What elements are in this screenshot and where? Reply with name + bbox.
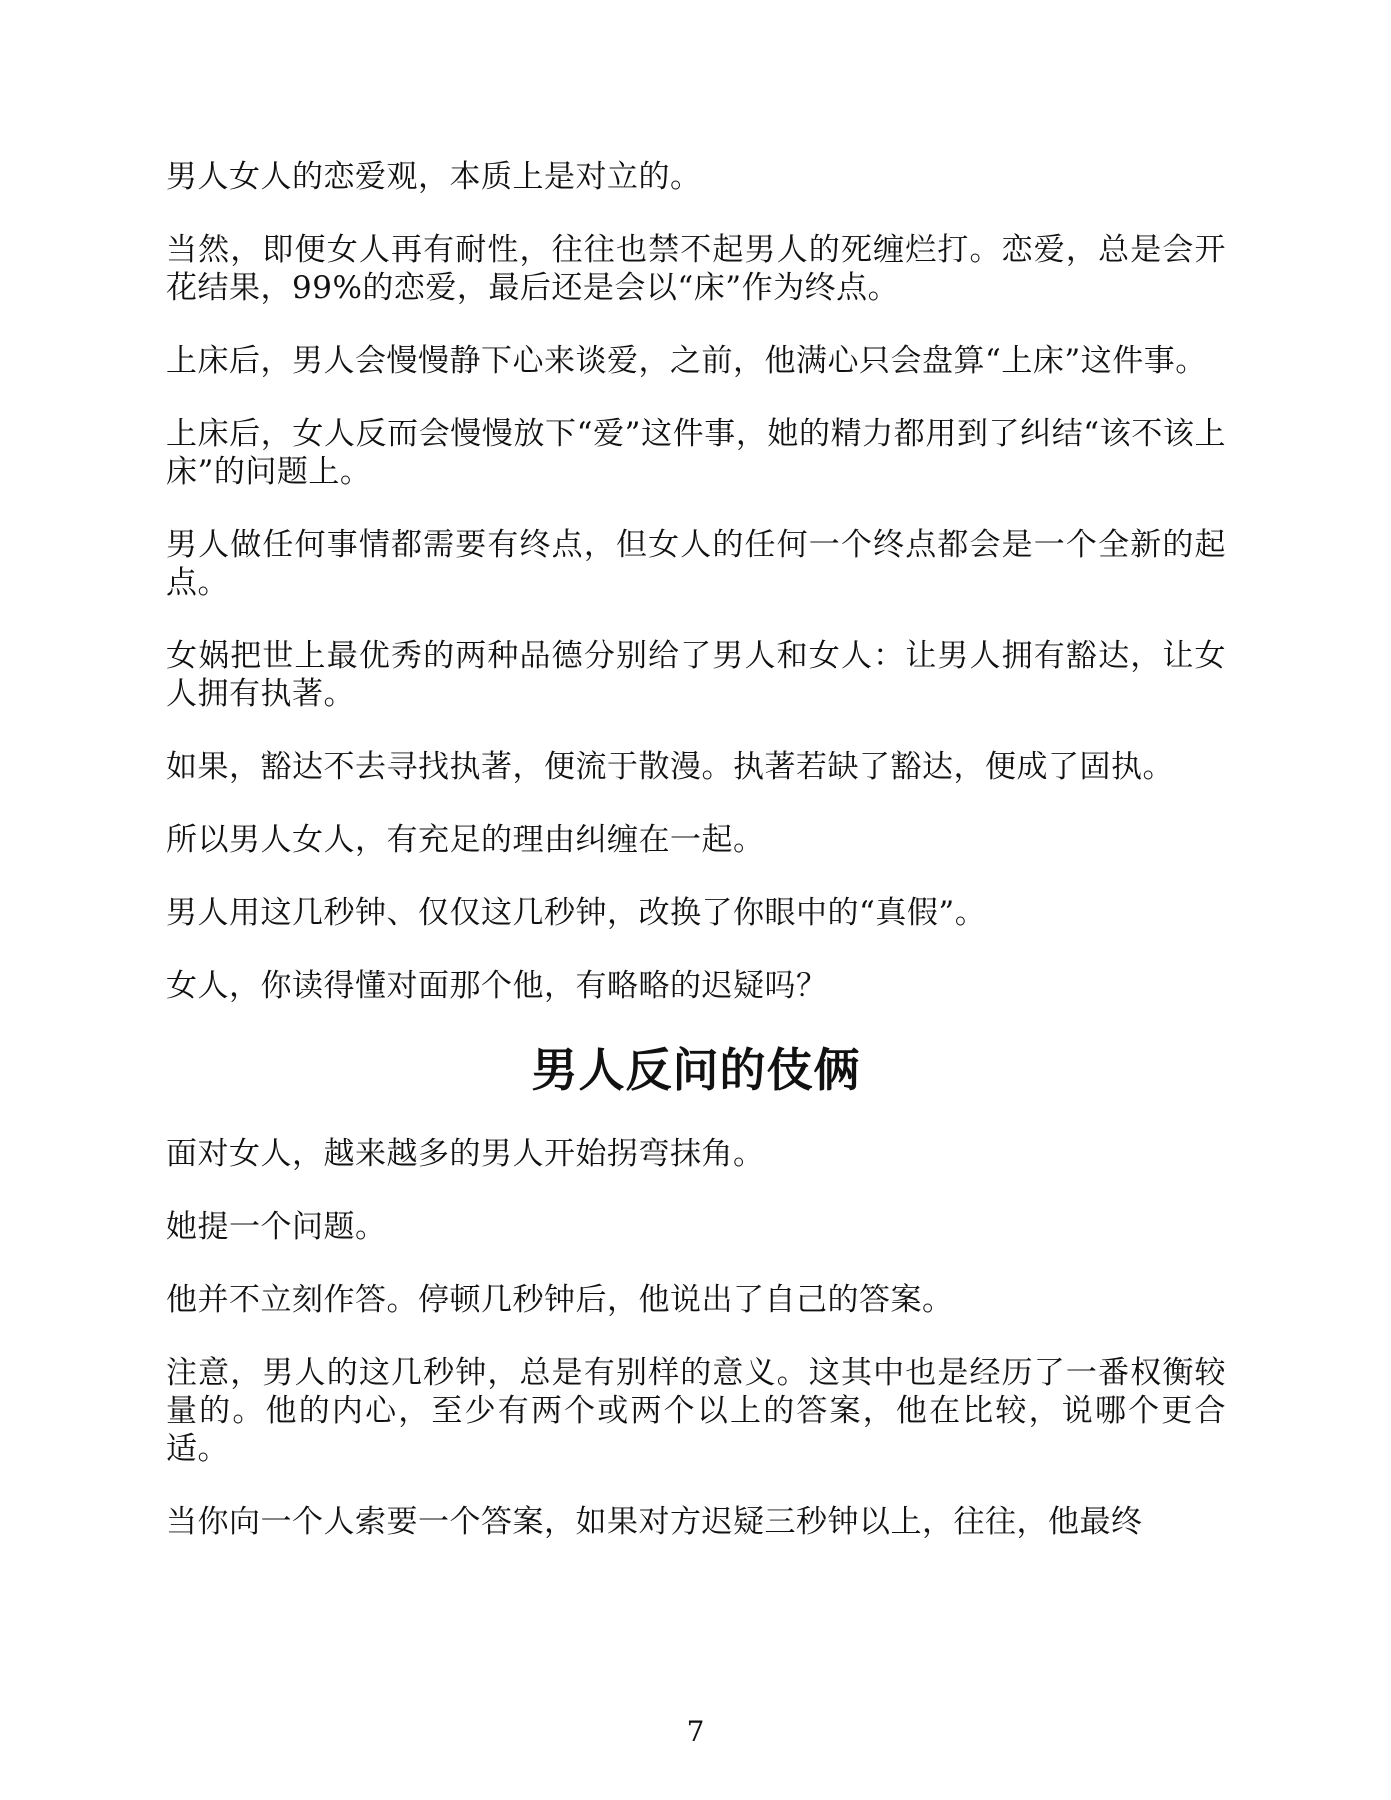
paragraph: 面对女人，越来越多的男人开始拐弯抹角。	[166, 1136, 765, 1172]
section-title: 男人反问的伎俩	[531, 1043, 861, 1097]
paragraph: 女人，你读得懂对面那个他，有略略的迟疑吗？	[166, 968, 828, 1004]
paragraph: 她提一个问题。	[166, 1209, 387, 1245]
paragraph: 男人做任何事情都需要有终点，但女人的任何一个终点都会是一个全新的起点。	[166, 527, 1226, 601]
paragraph: 上床后，男人会慢慢静下心来谈爱，之前，他满心只会盘算“上床”这件事。	[166, 343, 1207, 379]
page-number: 7	[686, 1715, 705, 1748]
paragraph: 注意，男人的这几秒钟，总是有别样的意义。这其中也是经历了一番权衡较量的。他的内心，至少有两个或两个以上的答案，他在比较，说哪个更合适。	[166, 1355, 1226, 1467]
paragraph: 男人用这几秒钟、仅仅这几秒钟，改换了你眼中的“真假”。	[166, 895, 987, 931]
paragraph: 如果，豁达不去寻找执著，便流于散漫。执著若缺了豁达，便成了固执。	[166, 749, 1174, 785]
paragraph: 上床后，女人反而会慢慢放下“爱”这件事，她的精力都用到了纠结“该不该上床”的问题上。	[166, 416, 1226, 490]
paragraph: 所以男人女人，有充足的理由纠缠在一起。	[166, 822, 765, 858]
paragraph: 他并不立刻作答。停顿几秒钟后，他说出了自己的答案。	[166, 1282, 954, 1318]
paragraph: 女娲把世上最优秀的两种品德分别给了男人和女人：让男人拥有豁达，让女人拥有执著。	[166, 638, 1226, 712]
paragraph: 当你向一个人索要一个答案，如果对方迟疑三秒钟以上，往往，他最终	[166, 1504, 1143, 1540]
page-content	[166, 158, 1226, 1576]
paragraph: 当然，即便女人再有耐性，往往也禁不起男人的死缠烂打。恋爱，总是会开花结果，99%的恋爱，最后还是会以“床”作为终点。	[166, 232, 1226, 306]
paragraph: 男人女人的恋爱观，本质上是对立的。	[166, 159, 702, 195]
